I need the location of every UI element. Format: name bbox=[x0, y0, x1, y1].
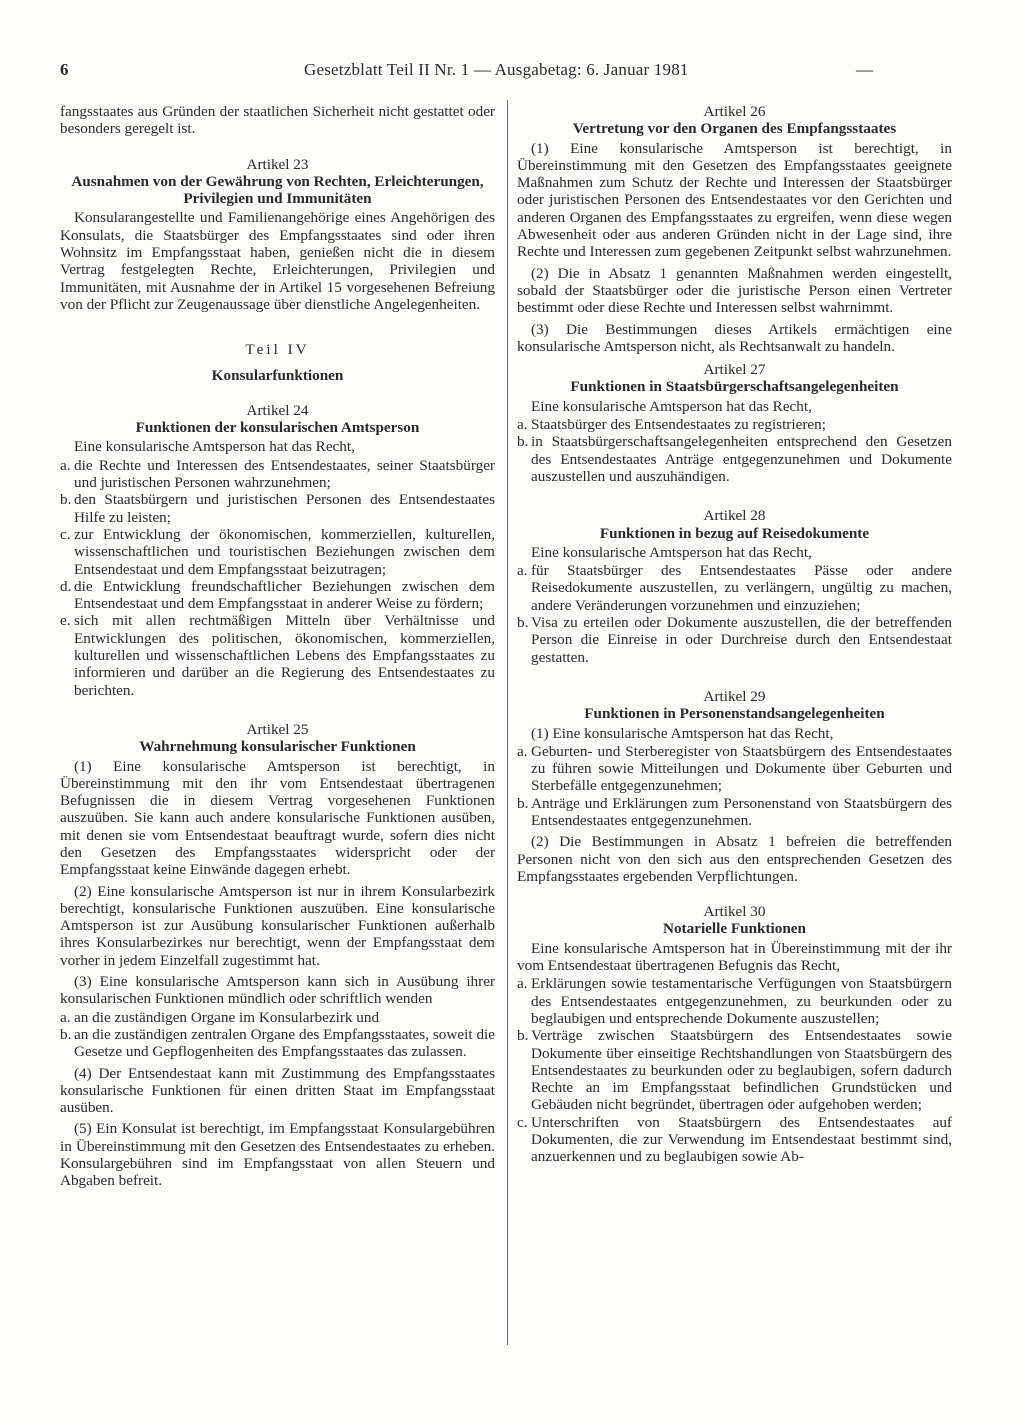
list-marker: b. bbox=[517, 614, 529, 632]
column-divider bbox=[507, 100, 508, 1345]
list-item bbox=[517, 1114, 952, 1166]
list-item bbox=[517, 975, 952, 1027]
list-item bbox=[517, 562, 952, 614]
article-26-paragraph-3: (3) Die Bestimmungen dieses Artikels ermächtigen eine konsularische Amtsperson nicht, als Rechtsanwalt zu handeln. bbox=[517, 320, 952, 355]
list-item bbox=[60, 1009, 495, 1026]
list-text: für Staatsbürger des Entsendestaates Pässe oder andere Reisedokumente auszustellen, zu verlängern, ungültig zu machen, andere Veränderungen vorzunehmen und einzuziehen; bbox=[531, 562, 952, 614]
list-text: sich mit allen rechtmäßigen Mitteln über Verhältnisse und Entwicklungen des politischen, ökonomischen, kommerziellen, kulturellen und wissenschaftlichen Lebens des Empfangsstaates zu informieren und darüber an die Regierung des Entsendestaates zu berichten. bbox=[74, 612, 495, 699]
article-25-paragraph-1: (1) Eine konsularische Amtsperson ist berechtigt, in Übereinstimmung mit den ihr vom Entsendestaat übertragenen Befugnissen die in diesem Vertrag vorgesehenen Funktionen auszuüben. Sie kann auch andere konsularische Funktionen ausüben, mit denen sie vom Entsendestaat beauftragt wurde, sofern dies nicht den Gesetzen des Empfangsstaates widerspricht oder der Empfangsstaat keine Einwände dagegen erhebt. bbox=[60, 757, 495, 879]
continued-text: fangsstaates aus Gründen der staatlichen Sicherheit nicht gestattet oder besonders geregelt ist. bbox=[60, 103, 495, 138]
list-text: Geburten- und Sterberegister von Staatsbürgern des Entsendestaates zu führen sowie Mitteilungen und Dokumente über Geburten und Sterbefälle entgegenzunehmen; bbox=[531, 742, 952, 795]
article-25-paragraph-2: (2) Eine konsularische Amtsperson ist nur in ihrem Konsularbezirk berechtigt, konsularische Funktionen auszuüben. Eine konsularische Amtsperson ist zur Ausübung konsularischer Funktionen außerhalb ihres Konsularbezirkes nur berechtigt, wenn der Empfangsstaat dem vorher in jedem Einzelfall zugestimmt hat. bbox=[60, 882, 495, 969]
list-marker: c. bbox=[517, 1113, 528, 1131]
list-marker: a. bbox=[517, 742, 528, 760]
list-text: in Staatsbürgerschaftsangelegenheiten entsprechend den Gesetzen des Entsendestaates Anträge entgegenzunehmen und Dokumente auszustellen und auszuhändigen. bbox=[531, 433, 952, 485]
right-column bbox=[517, 103, 952, 1166]
article-26-number: Artikel 26 bbox=[703, 103, 766, 120]
list-item bbox=[60, 612, 495, 698]
list-marker: a. bbox=[517, 416, 528, 434]
article-23-number: Artikel 23 bbox=[246, 155, 309, 173]
list-item bbox=[517, 416, 952, 433]
article-30-number: Artikel 30 bbox=[703, 903, 766, 921]
article-29-number: Artikel 29 bbox=[703, 687, 766, 705]
list-text: Visa zu erteilen oder Dokumente auszustellen, die der betreffenden Person die Einreise in oder Durchreise durch den Entsendestaat gestatten. bbox=[531, 614, 952, 666]
article-26-title: Vertretung vor den Organen des Empfangsstaates bbox=[572, 120, 897, 138]
list-marker: a. bbox=[60, 1008, 71, 1026]
article-27-intro: Eine konsularische Amtsperson hat das Recht, bbox=[531, 397, 812, 415]
article-24-number: Artikel 24 bbox=[246, 401, 309, 419]
list-marker: c. bbox=[60, 525, 71, 543]
left-column bbox=[60, 103, 495, 1194]
article-26-paragraph-1: (1) Eine konsularische Amtsperson ist berechtigt, in Übereinstimmung mit den Gesetzen des Empfangsstaates geeignete Maßnahmen zum Schutz der Rechte und Interessen der Staatsbürger oder juristischen Personen des Entsendestaates vor den Gerichten und anderen Organen des Empfangsstaates zu ergreifen, wenn diese wegen Abwesenheit oder aus anderen Gründen nicht in der Lage sind, ihre Rechte und Interessen zum gegebenen Zeitpunkt selbst wahrzunehmen. bbox=[517, 139, 952, 261]
list-marker: b. bbox=[60, 491, 72, 509]
list-text: an die zuständigen zentralen Organe des Empfangsstaates, soweit die Gesetze und Gepflogenheiten des Empfangsstaates das zulassen. bbox=[74, 1025, 495, 1061]
list-marker: a. bbox=[517, 562, 528, 580]
article-25-paragraph-3: (3) Eine konsularische Amtsperson kann sich in Ausübung ihrer konsularischen Funktionen mündlich oder schriftlich wenden bbox=[60, 973, 495, 1008]
article-27-number: Artikel 27 bbox=[703, 361, 766, 379]
article-25-paragraph-5: (5) Ein Konsulat ist berechtigt, im Empfangsstaat Konsulargebühren in Übereinstimmung mit den Gesetzen des Entsendestaates zu erheben. Konsulargebühren sind im Empfangsstaat von allen Steuern und Abgaben befreit. bbox=[60, 1120, 495, 1190]
list-marker: b. bbox=[517, 1027, 529, 1045]
article-29-title: Funktionen in Personenstandsangelegenheiten bbox=[584, 705, 885, 723]
list-item bbox=[517, 1027, 952, 1113]
list-text: Erklärungen sowie testamentarische Verfügungen von Staatsbürgern des Entsendestaates entgegenzunehmen, zu beurkunden oder zu beglaubigen und entsprechende Dokumente auszustellen; bbox=[531, 975, 952, 1027]
page-header bbox=[60, 60, 960, 84]
article-28-number: Artikel 28 bbox=[703, 507, 766, 525]
list-marker: b. bbox=[517, 433, 529, 451]
list-item bbox=[60, 526, 495, 578]
article-29-intro: (1) Eine konsularische Amtsperson hat das Recht, bbox=[531, 724, 834, 742]
article-23-paragraph: Konsularangestellte und Familienangehörige eines Angehörigen des Konsulats, die Staatsbürger des Empfangsstaates sind oder ihren Wohnsitz im Empfangsstaat haben, genießen nicht die in diesem Vertrag festgelegten Rechte, Erleichterungen, Privilegien und Immunitäten, mit Ausnahme der in Artikel 15 vorgesehenen Befreiung von der Pflicht zur Zeugenaussage über dienstliche Angelegenheiten. bbox=[60, 209, 495, 313]
list-item bbox=[517, 433, 952, 485]
article-25-number: Artikel 25 bbox=[246, 720, 309, 738]
list-text: an die zuständigen Organe im Konsularbezirk und bbox=[74, 1008, 380, 1026]
article-24-intro: Eine konsularische Amtsperson hat das Recht, bbox=[74, 438, 355, 456]
article-25-paragraph-4: (4) Der Entsendestaat kann mit Zustimmung des Empfangsstaates konsularische Funktionen für einen dritten Staat im Empfangsstaat ausüben. bbox=[60, 1064, 495, 1117]
article-25-title: Wahrnehmung konsularischer Funktionen bbox=[139, 738, 416, 756]
list-marker: d. bbox=[60, 577, 72, 595]
article-23-title: Ausnahmen von der Gewährung von Rechten, Erleichterungen, Privilegien und Immunitäten bbox=[71, 172, 484, 208]
list-marker: a. bbox=[517, 975, 528, 993]
article-28-title: Funktionen in bezug auf Reisedokumente bbox=[599, 524, 870, 542]
list-text: Verträge zwischen Staatsbürgern des Entsendestaates sowie Dokumente über einseitige Rechtshandlungen von Staatsbürgern des Entsendestaates zu beurkunden oder zu beglaubigen, sofern dadurch Rechte an im Empfangsstaat befindlichen Grundstücken und Gebäuden nicht begründet, übertragen oder aufgehoben werden; bbox=[531, 1027, 952, 1114]
list-marker: e. bbox=[60, 612, 71, 630]
list-item bbox=[60, 1026, 495, 1061]
list-item bbox=[517, 614, 952, 666]
list-item bbox=[60, 491, 495, 526]
page-number: 6 bbox=[60, 60, 69, 79]
part-title: Konsularfunktionen bbox=[211, 366, 344, 384]
article-26-paragraph-2: (2) Die in Absatz 1 genannten Maßnahmen werden eingestellt, sobald der Staatsbürger oder die juristische Person einen Vertreter bestimmt oder diese Rechte und Interessen selbst wahrnimmt. bbox=[517, 264, 952, 317]
list-item bbox=[60, 457, 495, 492]
list-text: Anträge und Erklärungen zum Personenstand von Staatsbürgern des Entsendestaates entgegenzunehmen. bbox=[531, 794, 952, 829]
gazette-title: Gesetzblatt Teil II Nr. 1 — Ausgabetag: 6. Januar 1981 bbox=[304, 60, 689, 79]
article-27-title: Funktionen in Staatsbürgerschaftsangelegenheiten bbox=[570, 378, 899, 396]
list-text: die Rechte und Interessen des Entsendestaates, seiner Staatsbürger und juristischen Personen wahrzunehmen; bbox=[74, 456, 495, 492]
list-text: Staatsbürger des Entsendestaates zu registrieren; bbox=[531, 416, 826, 434]
header-dash: — bbox=[856, 60, 873, 79]
list-marker: b. bbox=[517, 794, 529, 812]
article-30-title: Notarielle Funktionen bbox=[662, 920, 806, 938]
list-item bbox=[517, 795, 952, 830]
list-text: den Staatsbürgern und juristischen Personen des Entsendestaates Hilfe zu leisten; bbox=[74, 491, 495, 526]
article-29-paragraph-2: (2) Die Bestimmungen in Absatz 1 befreien die betreffenden Personen nicht von den sich aus den entsprechenden Gesetzen des Empfangsstaates ergebenden Verpflichtungen. bbox=[517, 833, 952, 885]
article-24-title: Funktionen der konsularischen Amtsperson bbox=[135, 419, 420, 437]
article-30-intro: Eine konsularische Amtsperson hat in Übereinstimmung mit der ihr vom Entsendestaat übertragenen Befugnis das Recht, bbox=[517, 939, 952, 975]
article-28-intro: Eine konsularische Amtsperson hat das Recht, bbox=[531, 543, 812, 561]
list-item bbox=[517, 743, 952, 795]
part-number: Teil IV bbox=[245, 341, 310, 359]
list-text: die Entwicklung freundschaftlicher Beziehungen zwischen dem Entsendestaat und dem Empfangsstaat in anderer Weise zu fördern; bbox=[74, 577, 495, 613]
list-item bbox=[60, 578, 495, 613]
list-marker: b. bbox=[60, 1025, 72, 1043]
list-text: zur Entwicklung der ökonomischen, kommerziellen, kulturellen, wissenschaftlichen und touristischen Beziehungen zwischen dem Entsendestaat und dem Empfangsstaat beizutragen; bbox=[74, 525, 495, 578]
list-marker: a. bbox=[60, 456, 71, 474]
list-text: Unterschriften von Staatsbürgern des Entsendestaates auf Dokumenten, die zur Verwendung im Entsendestaat bestimmt sind, anzuerkennen und zu beglaubigen sowie Ab- bbox=[531, 1113, 952, 1166]
